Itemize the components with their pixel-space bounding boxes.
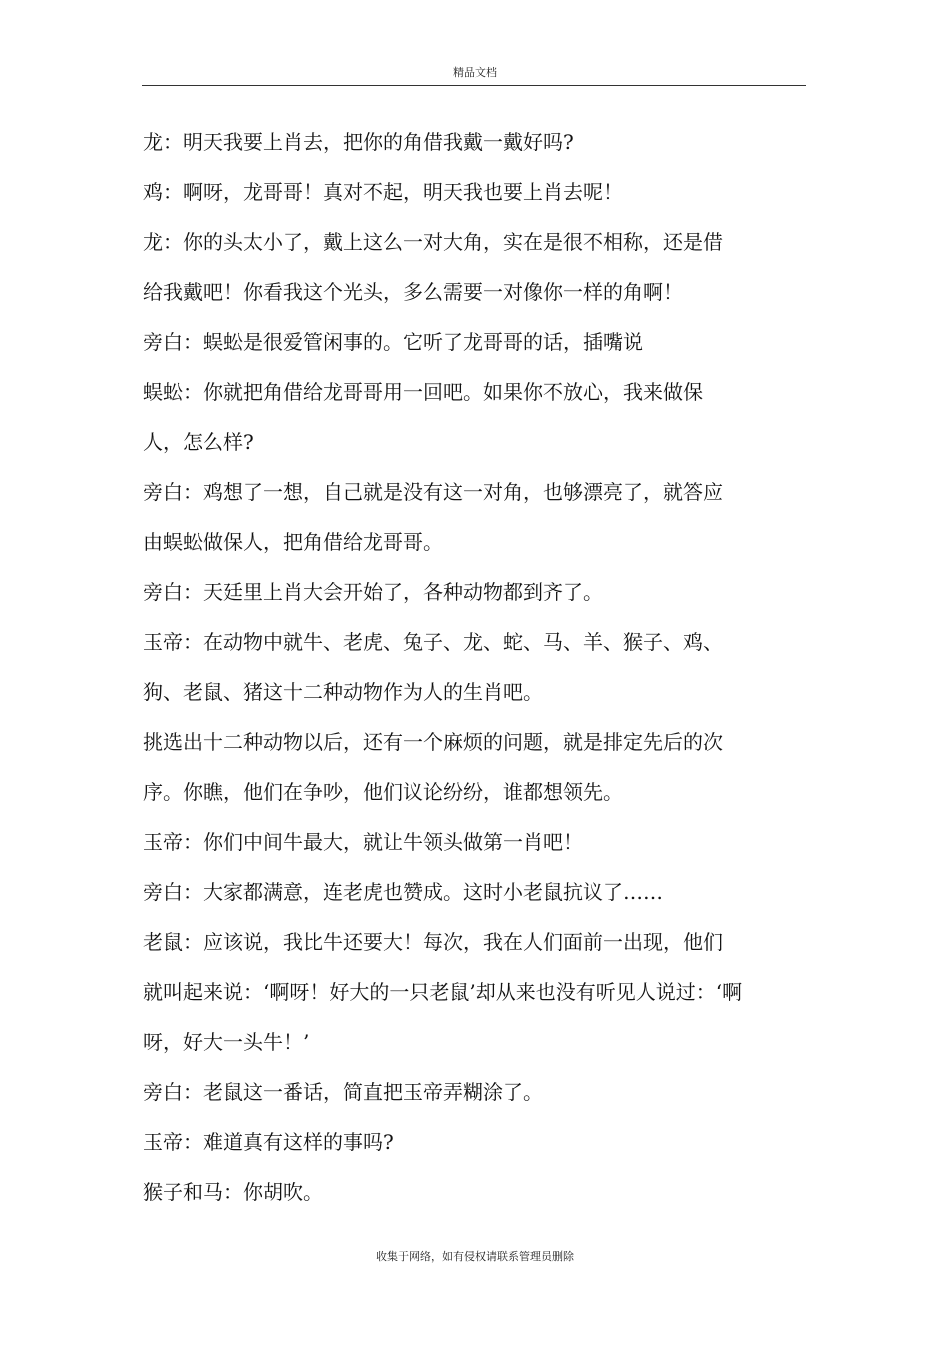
text-line: 旁白：大家都满意，连老虎也赞成。这时小老鼠抗议了…… [143,880,663,904]
text-line: 猴子和马：你胡吹。 [143,1180,323,1204]
text-line: 就叫起来说：‘啊呀！好大的一只老鼠’却从来也没有听见人说过：‘啊 [143,980,743,1004]
text-line: 由蜈蚣做保人，把角借给龙哥哥。 [143,530,443,554]
document-body [143,126,823,1226]
text-line: 老鼠：应该说，我比牛还要大！每次，我在人们面前一出现，他们 [143,930,723,954]
text-line: 玉帝：你们中间牛最大，就让牛领头做第一肖吧！ [143,830,583,854]
text-line: 旁白：天廷里上肖大会开始了，各种动物都到齐了。 [143,580,603,604]
text-line: 龙：明天我要上肖去，把你的角借我戴一戴好吗? [143,130,574,154]
header-divider [142,85,806,86]
text-line: 旁白：鸡想了一想，自己就是没有这一对角，也够漂亮了，就答应 [143,480,723,504]
text-line: 玉帝：难道真有这样的事吗? [143,1130,394,1154]
text-line: 龙：你的头太小了，戴上这么一对大角，实在是很不相称，还是借 [143,230,723,254]
text-line: 玉帝：在动物中就牛、老虎、兔子、龙、蛇、马、羊、猴子、鸡、 [143,630,723,654]
page-header: 精品文档 [453,66,497,79]
text-line: 蜈蚣：你就把角借给龙哥哥用一回吧。如果你不放心，我来做保 [143,380,703,404]
text-line: 给我戴吧！你看我这个光头，多么需要一对像你一样的角啊！ [143,280,683,304]
text-line: 旁白：蜈蚣是很爱管闲事的。它听了龙哥哥的话，插嘴说 [143,330,643,354]
text-line: 挑选出十二种动物以后，还有一个麻烦的问题，就是排定先后的次 [143,730,723,754]
text-line: 呀，好大一头牛！’ [143,1030,310,1054]
text-line: 序。你瞧，他们在争吵，他们议论纷纷，谁都想领先。 [143,780,623,804]
page-footer: 收集于网络，如有侵权请联系管理员删除 [376,1250,574,1263]
text-line: 旁白：老鼠这一番话，简直把玉帝弄糊涂了。 [143,1080,543,1104]
text-line: 狗、老鼠、猪这十二种动物作为人的生肖吧。 [143,680,543,704]
text-line: 鸡：啊呀，龙哥哥！真对不起，明天我也要上肖去呢！ [143,180,623,204]
text-line: 人，怎么样? [143,430,254,454]
